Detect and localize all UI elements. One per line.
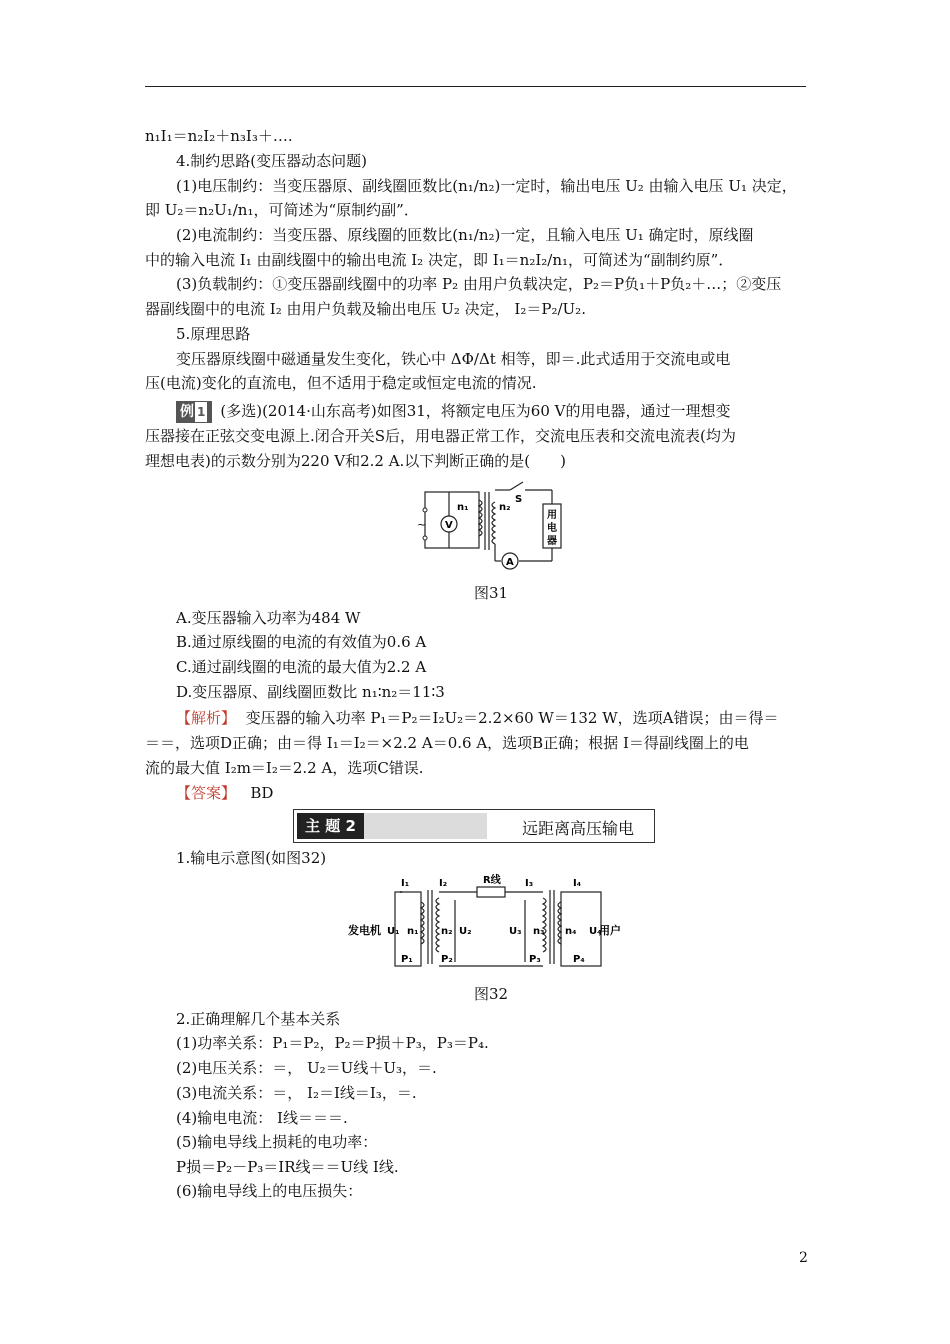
analysis-label: 【解析】 [176,709,237,727]
text-line: (2)电压关系：＝， U₂＝U线＋U₃，＝. [176,1059,437,1077]
text-line: (6)输电导线上的电压损失： [176,1182,363,1200]
n1-label: n₁ [457,502,469,513]
text-line: (2)电流制约：当变压器、原线圈的匝数比(n₁/n₂)一定，且输入电压 U₁ 确定时，原线圈 [176,226,754,244]
voltmeter-label: V [445,520,453,531]
text-line: 压器接在正弦交变电源上.闭合开关S后，用电器正常工作，交流电压表和交流电流表(均为 [145,427,736,445]
option-d: D.变压器原、副线圈匝数比 n₁∶n₂＝11∶3 [176,683,445,701]
text-line: 流的最大值 I₂m＝I₂＝2.2 A，选项C错误. [145,759,424,777]
section-heading: 2.正确理解几个基本关系 [176,1010,341,1028]
header-rule [145,86,806,87]
text-line: (1)电压制约：当变压器原、副线圈匝数比(n₁/n₂)一定时，输出电压 U₂ 由输入电压 U₁ 决定， [176,177,797,195]
figure-32-caption: 图32 [474,985,509,1003]
topic-tag: 主 题 2 [297,813,364,839]
n2-label: n₂ [441,926,453,937]
text-line: 压(电流)变化的直流电，但不适用于稳定或恒定电流的情况. [145,374,537,392]
figure-31-circuit [415,480,565,575]
p4-label: P₄ [573,954,585,965]
i2-label: I₂ [439,878,448,889]
u1-label: U₁ [387,926,400,937]
u3-label: U₃ [509,926,522,937]
text-line: (5)输电导线上损耗的电功率： [176,1133,378,1151]
p3-label: P₃ [529,954,541,965]
option-b: B.通过原线圈的电流的有效值为0.6 A [176,633,427,651]
i4-label: I₄ [573,878,582,889]
text-line: 变压器原线圈中磁通量发生变化，铁心中 ΔΦ/Δt 相等，即＝.此式适用于交流电或电 [176,350,731,368]
r-line-label: R线 [483,875,501,886]
answer-label: 【答案】 [176,784,237,802]
switch-label: S [515,494,523,505]
topic-banner [293,809,655,843]
text-line: 即 U₂＝n₂U₁/n₁，可简述为“原制约副”． [145,201,419,219]
section-heading: 1.输电示意图(如图32) [176,849,327,867]
generator-label: 发电机 [348,924,381,937]
page-number: 2 [799,1250,808,1266]
n1-label: n₁ [407,926,419,937]
section-heading: 4.制约思路(变压器动态问题) [176,152,368,170]
n2-label: n₂ [499,502,511,513]
i1-label: I₁ [401,878,410,889]
load-label-1: 用 [547,510,557,521]
text-line: 中的输入电流 I₁ 由副线圈中的输出电流 I₂ 决定，即 I₁＝n₂I₂/n₁，可简述为“副制约原”． [145,251,734,269]
example-line: 例 1 (多选)(2014·山东高考)如图31，将额定电压为60 V的用电器，通过一理想变 [176,401,731,423]
load-label-3: 器 [547,536,557,547]
text-line: ＝＝，选项D正确；由＝得 I₁＝I₂＝×2.2 A＝0.6 A，选项B正确；根据 I＝得副线圈上的电 [145,734,749,752]
u2-label: U₂ [459,926,472,937]
user-label: 用户 [599,924,621,937]
section-heading: 5.原理思路 [176,325,251,343]
figure-32-transmission [345,872,635,972]
text-line: (3)负载制约：①变压器副线圈中的功率 P₂ 由用户负载决定，P₂＝P负₁＋P负₂＋…；②变压 [176,275,782,293]
ac-source-label: ~ [417,518,427,531]
figure-31-caption: 图31 [474,584,509,602]
text-line: 器副线圈中的电流 I₂ 由用户负载及输出电压 U₂ 决定， I₂＝P₂/U₂. [145,300,586,318]
n4-label: n₄ [565,926,577,937]
analysis-line: 【解析】 变压器的输入功率 P₁＝P₂＝I₂U₂＝2.2×60 W＝132 W，选项A错误；由＝得＝ [176,709,779,727]
load-label-2: 电 [547,523,557,534]
answer-line [176,783,273,803]
text-line: n₁I₁＝n₂I₂＋n₃I₃＋…. [145,127,293,145]
text-line: P损＝P₂－P₃＝IR线＝＝U线 I线. [176,1158,399,1176]
ammeter-label: A [506,557,514,568]
example-badge: 例 1 [176,401,212,423]
text-line: (1)功率关系：P₁＝P₂，P₂＝P损＋P₃，P₃＝P₄. [176,1034,489,1052]
text-line: 理想电表)的示数分别为220 V和2.2 A.以下判断正确的是( ) [145,452,567,470]
topic-title: 远距离高压输电 [522,819,635,838]
p1-label: P₁ [401,954,413,965]
text-line: (3)电流关系：＝， I₂＝I线＝I₃，＝. [176,1084,417,1102]
u4-label: U₄ [589,926,602,937]
option-c: C.通过副线圈的电流的最大值为2.2 A [176,658,427,676]
n3-label: n₃ [533,926,545,937]
i3-label: I₃ [525,878,534,889]
text-line: (4)输电电流： I线＝＝＝. [176,1109,348,1127]
answer-value: BD [250,784,274,802]
p2-label: P₂ [441,954,453,965]
option-a: A.变压器输入功率为484 W [176,609,361,627]
